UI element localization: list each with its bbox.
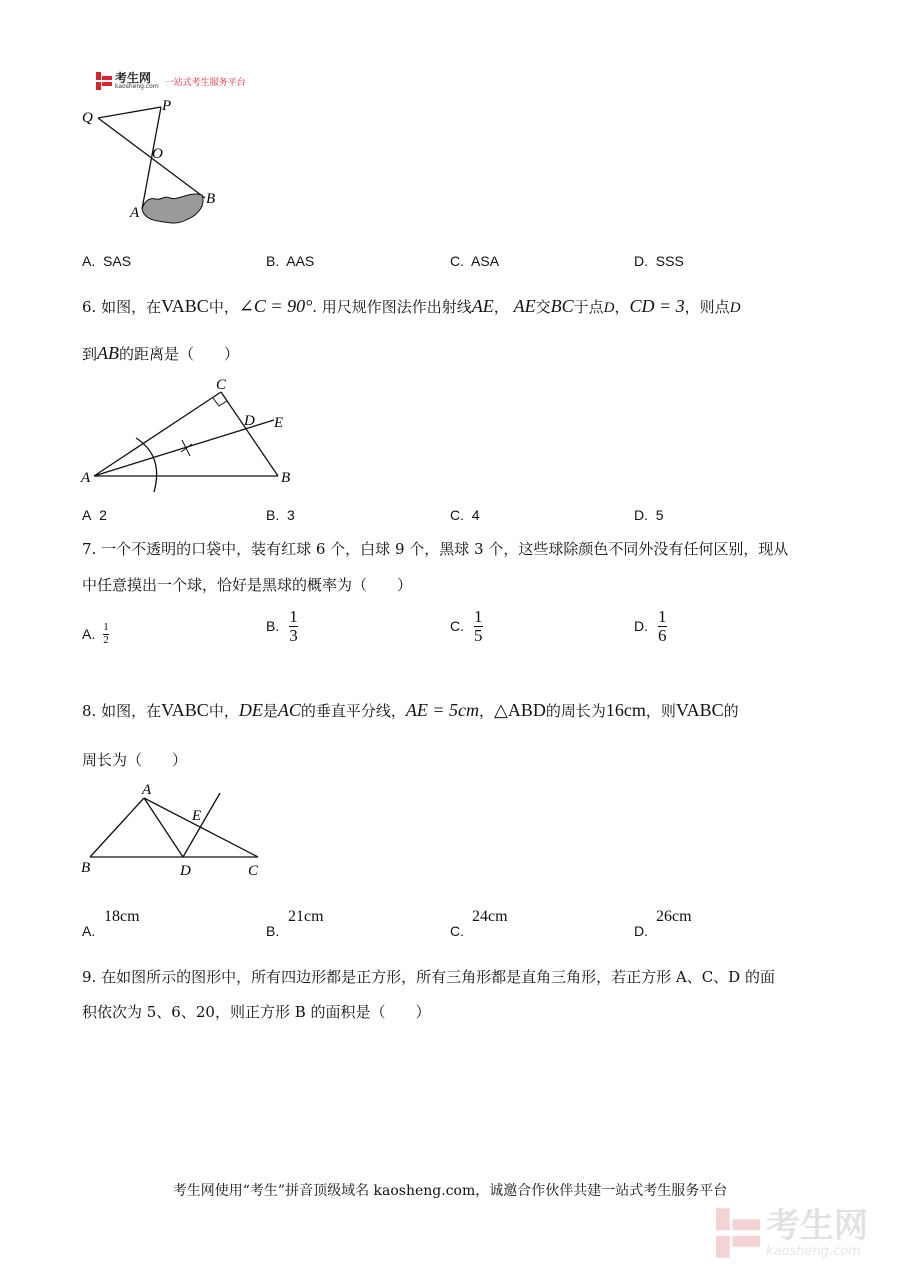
label-B: B xyxy=(281,470,291,486)
q5-option-c[interactable]: C. ASA xyxy=(450,253,500,269)
q7-line1: 7. 一个不透明的口袋中，装有红球 6 个，白球 9 个，黑球 3 个，这些球除颜色不同外没有任何区别，现从 xyxy=(82,540,789,558)
label-O: O xyxy=(152,146,163,162)
q7-option-d[interactable]: D. $\frac{1}{6}$ xyxy=(634,607,667,645)
logo-cn: 考生网 xyxy=(115,71,152,85)
q5-option-b[interactable]: B. AAS xyxy=(266,253,315,269)
q8-figure xyxy=(78,778,278,883)
watermark-logo xyxy=(716,1205,868,1259)
label-E: E xyxy=(274,415,284,431)
label-B: B xyxy=(206,191,216,207)
fraction: $\frac{1}{3}$ xyxy=(289,607,298,645)
label-B: B xyxy=(81,860,91,876)
q6-line1: 6. 如图，在VABC中，∠C = 90°. 用尺规作图法作出射线AE， AE交BC于点D，CD = 3，则点D xyxy=(82,296,741,316)
q7-option-c[interactable]: C. $\frac{1}{5}$ xyxy=(450,607,483,645)
q5-figure xyxy=(78,95,228,235)
q5-option-d[interactable]: D. SSS xyxy=(634,253,684,269)
label-A: A xyxy=(142,782,152,798)
header-slogan: 一站式考生服务平台 xyxy=(164,77,246,88)
q7-option-b[interactable]: B. $\frac{1}{3}$ xyxy=(266,607,298,645)
logo-mark-icon xyxy=(716,1208,760,1258)
footer-text: 考生网使用“考生”拼音顶级域名 kaosheng.com，诚邀合作伙伴共建一站式考生服务平台 xyxy=(172,1183,728,1199)
q6-option-b[interactable]: B. 3 xyxy=(266,507,295,523)
label-Q: Q xyxy=(82,110,93,126)
header-logo[interactable] xyxy=(96,72,246,90)
q5-option-a[interactable]: A. SAS xyxy=(82,253,132,269)
q6-figure xyxy=(78,372,308,497)
label-D: D xyxy=(244,413,255,429)
q6-option-a[interactable]: A 2 xyxy=(82,507,107,523)
logo-mark-icon xyxy=(96,72,112,90)
q6-option-c[interactable]: C. 4 xyxy=(450,507,480,523)
fraction: $\frac{1}{2}$ xyxy=(103,621,109,646)
q7-option-a[interactable]: A. $\frac{1}{2}$ xyxy=(82,621,109,646)
q9-line1: 9. 在如图所示的图形中，所有四边形都是正方形，所有三角形都是直角三角形，若正方形 A、C、D 的面 xyxy=(82,968,775,986)
label-A: A xyxy=(81,470,91,486)
q8-line2: 周长为（ ） xyxy=(82,751,188,769)
logo-en: kaosheng.com xyxy=(115,83,159,90)
q9-line2: 积依次为 5、6、20，则正方形 B 的面积是（ ） xyxy=(82,1003,431,1021)
fraction: $\frac{1}{6}$ xyxy=(658,607,667,645)
q8-line1: 8. 如图，在VABC中，DE是AC的垂直平分线，AE = 5cm，△ABD的周长为16cm，则VABC的 xyxy=(82,700,739,720)
fraction: $\frac{1}{5}$ xyxy=(474,607,483,645)
label-A: A xyxy=(130,205,140,221)
label-P: P xyxy=(162,98,172,114)
label-E: E xyxy=(192,808,202,824)
label-D: D xyxy=(180,863,191,879)
q6-line2: 到AB的距离是（ ） xyxy=(82,343,240,363)
label-C: C xyxy=(216,377,227,393)
q7-line2: 中任意摸出一个球，恰好是黑球的概率为（ ） xyxy=(82,576,413,594)
watermark-cn: 考生网 xyxy=(766,1205,868,1246)
label-C: C xyxy=(248,863,259,879)
q6-option-d[interactable]: D. 5 xyxy=(634,507,664,523)
watermark-en: kaosheng.com xyxy=(766,1243,861,1259)
